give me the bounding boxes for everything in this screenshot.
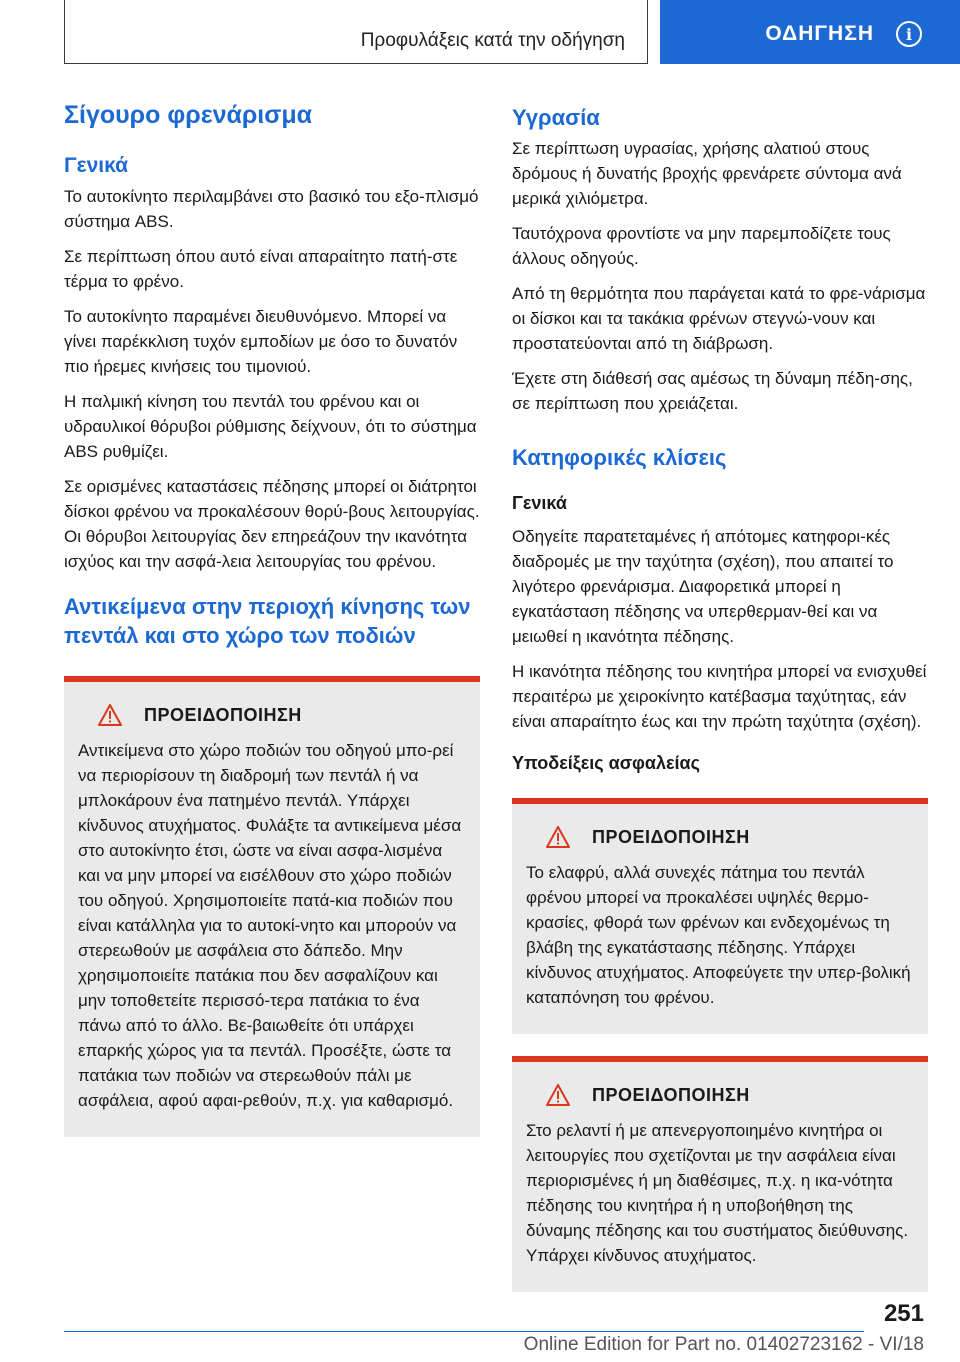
objects-heading: Αντικείμενα στην περιοχή κίνησης των πεντάλ και στο χώρο των ποδιών [64, 594, 471, 648]
warning-header [98, 704, 466, 726]
warning-header [546, 1084, 914, 1106]
warning-box [64, 676, 480, 1137]
edition-footer: Online Edition for Part no. 01402723162 - VI/18 [523, 1334, 924, 1355]
paragraph: Από τη θερμότητα που παράγεται κατά το φρε-νάρισμα οι δίσκοι και τα τακάκια φρένων στεγνώ-νουν και προστατεύονται από τη διάβρωση. [512, 284, 926, 353]
paragraph: Ταυτόχρονα φροντίστε να μην παρεμποδίζετε τους άλλους οδηγούς. [512, 224, 891, 268]
warning-header [546, 826, 914, 848]
warning-title: ΠΡΟΕΙΔΟΠΟΙΗΣΗ [144, 704, 302, 725]
warning-box [512, 1056, 928, 1292]
paragraph: Η ικανότητα πέδησης του κινητήρα μπορεί να ενισχυθεί περαιτέρω με χειροκίνητο κατέβασμα ταχύτητας, εάν είναι απαραίτητο έως και την πρώτη ταχύτητα (σχέση). [512, 662, 927, 731]
paragraph: Σε ορισμένες καταστάσεις πέδησης μπορεί οι διάτρητοι δίσκοι φρένου να προκαλέσουν θορύ-βους λειτουργίας. Οι θόρυβοι λειτουργίας δεν επηρεάζουν την ικανότητα ισχύος και την ασφά-λεια λειτουργίας του φρένου. [64, 477, 480, 571]
warning-title: ΠΡΟΕΙΔΟΠΟΙΗΣΗ [592, 1084, 750, 1105]
info-icon: i [896, 21, 922, 47]
paragraph: Οδηγείτε παρατεταμένες ή απότομες κατηφορι-κές διαδρομές με την ταχύτητα (σχέση), που απαιτεί το λιγότερο φρενάρισμα. Διαφορετικά μπορεί η εγκατάσταση πέδησης να υπερθερμαν-θεί και να μειωθεί η ικανότητα πέδησης. [512, 527, 894, 646]
paragraph: Σε περίπτωση υγρασίας, χρήσης αλατιού στους δρόμους ή δυνατής βροχής φρενάρετε σύντομα ανά μερικά χιλιόμετρα. [512, 139, 902, 208]
general-heading: Γενικά [64, 154, 129, 177]
paragraph: Το αυτοκίνητο περιλαμβάνει στο βασικό του εξο-πλισμό σύστημα ABS. [64, 187, 479, 231]
warning-text: Αντικείμενα στο χώρο ποδιών του οδηγού μπο-ρεί να περιορίσουν τη διαδρομή των πεντάλ ή να μπλοκάρουν ένα πατημένο πεντάλ. Υπάρχει κίνδυνος ατυχήματος. Φυλάξτε τα αντικείμενα μέσα στο αυτοκίνητο έτσι, ώστε να είναι ασφα-λισμένα και να μην μπορεί να εισέλθουν στο χώρο ποδιών του οδηγού. Χρησιμοποιείτε πατά-κια ποδιών που είναι κατάλληλα για το αυτοκί-νητο και μπορούν να στερεωθούν με ασφάλεια στο δάπεδο. Μην χρησιμοποιείτε πατάκια που δεν ασφαλίζουν και μην τοποθετείτε περισσό-τερα πατάκια το ένα πάνω από το άλλο. Βε-βαιωθείτε ότι υπάρχει επαρκής χώρος για τα πεντάλ. Προσέξτε, ώστε τα πατάκια των ποδιών να στερεωθούν πάλι με ασφάλεια, αφού αφαι-ρεθούν, π.χ. για καθαρισμό. [78, 741, 462, 1110]
header-chapter-label: ΟΔΗΓΗΣΗ [765, 22, 874, 45]
warning-title: ΠΡΟΕΙΔΟΠΟΙΗΣΗ [592, 826, 750, 847]
right-column [512, 98, 928, 1310]
footer-divider [64, 1331, 864, 1332]
warning-box [512, 798, 928, 1034]
paragraph: Το αυτοκίνητο παραμένει διευθυνόμενο. Μπορεί να γίνει παρέκκλιση τυχόν εμποδίων με όσο το δυνατόν πιο ήρεμες κινήσεις του τιμονιού. [64, 307, 458, 376]
left-column [64, 98, 480, 1155]
warning-triangle-icon [98, 704, 122, 726]
header-frame [64, 0, 648, 64]
header-chapter-badge [660, 0, 960, 64]
header-section-title: Προφυλάξεις κατά την οδήγηση [360, 30, 625, 51]
page-number: 251 [883, 1300, 924, 1327]
paragraph: Η παλμική κίνηση του πεντάλ του φρένου και οι υδραυλικοί θόρυβοι ρύθμισης δείχνουν, ότι το σύστημα ABS ρυθμίζει. [64, 392, 477, 461]
warning-text: Στο ρελαντί ή με απενεργοποιημένο κινητήρα οι λειτουργίες που σχετίζονται με την ασφάλεια είναι περιορισμένες ή μη διαθέσιμες, π.χ. η ικα-νότητα πέδησης του κινητήρα ή η υποβοήθηση της δύναμης πέδησης και του συστήματος διεύθυνσης. Υπάρχει κίνδυνος ατυχήματος. [526, 1121, 909, 1265]
warning-text: Το ελαφρύ, αλλά συνεχές πάτημα του πεντάλ φρένου μπορεί να προκαλέσει υψηλές θερμο-κρασίες, φθορά των φρένων και ενδεχομένως τη βλάβη της εγκατάστασης πέδησης. Υπάρχει κίνδυνος ατυχήματος. Αποφεύγετε την υπερ-βολική καταπόνηση του φρένου. [526, 863, 911, 1007]
warning-triangle-icon [546, 1084, 570, 1106]
downhill-general-heading: Γενικά [512, 493, 567, 513]
paragraph: Σε περίπτωση όπου αυτό είναι απαραίτητο πατή-στε τέρμα το φρένο. [64, 247, 458, 291]
downhill-heading: Κατηφορικές κλίσεις [512, 445, 727, 470]
safety-heading: Υποδείξεις ασφαλείας [512, 753, 700, 773]
page-title: Σίγουρο φρενάρισμα [64, 101, 313, 129]
paragraph: Έχετε στη διάθεσή σας αμέσως τη δύναμη πέδη-σης, σε περίπτωση που χρειάζεται. [512, 369, 913, 413]
humidity-heading: Υγρασία [512, 105, 600, 130]
warning-triangle-icon [546, 826, 570, 848]
